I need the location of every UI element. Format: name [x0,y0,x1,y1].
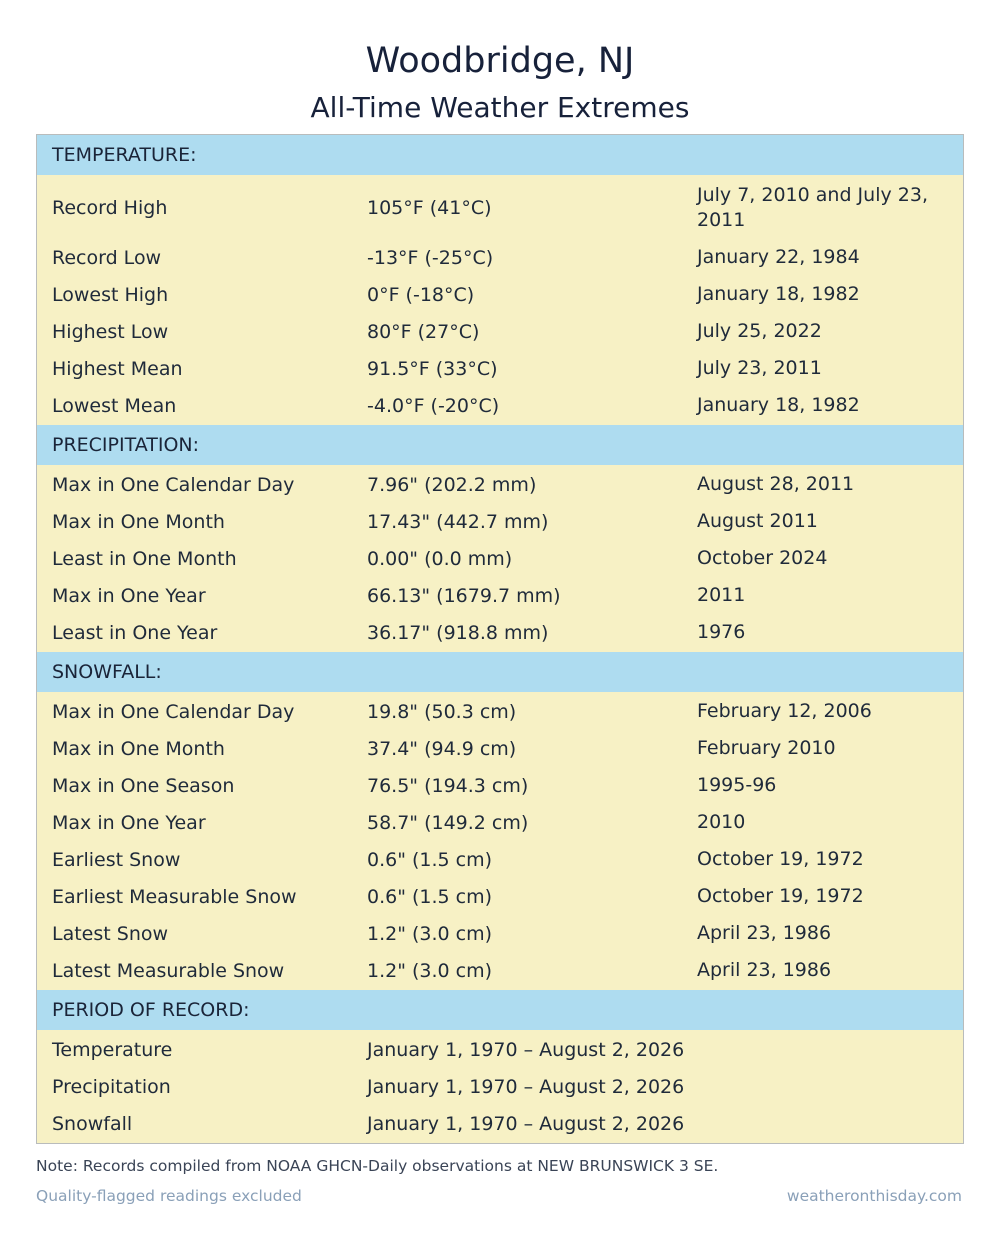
quality-note: Quality-flagged readings excluded [36,1187,302,1205]
record-date: July 23, 2011 [697,357,822,379]
page-subtitle: All-Time Weather Extremes [310,91,690,124]
record-label: Record Low [52,246,162,269]
record-value: 0°F (-18°C) [367,283,475,306]
table-row [37,1031,963,1068]
record-label: Least in One Month [52,547,237,570]
table-row [37,841,963,878]
record-value: 0.6" (1.5 cm) [367,848,493,871]
record-date: January 18, 1982 [697,394,860,416]
section-rows [37,175,963,425]
record-value: January 1, 1970 – August 2, 2026 [367,1075,685,1098]
table-row [37,767,963,804]
record-value: January 1, 1970 – August 2, 2026 [367,1112,685,1135]
record-value: 80°F (27°C) [367,320,480,343]
record-label: Max in One Calendar Day [52,700,295,723]
table-row [37,730,963,767]
record-value: 105°F (41°C) [367,196,492,219]
record-label: Earliest Snow [52,848,181,871]
record-date: October 19, 1972 [697,848,864,870]
table-row [37,350,963,387]
record-label: Lowest Mean [52,394,177,417]
site-credit: weatheronthisday.com [786,1187,962,1205]
page-title: Woodbridge, NJ [365,41,635,81]
record-label: Latest Measurable Snow [52,959,285,982]
table-row [37,693,963,730]
record-value: 36.17" (918.8 mm) [367,621,549,644]
record-value: -4.0°F (-20°C) [367,394,500,417]
record-label: Max in One Year [52,811,206,834]
record-date: January 18, 1982 [697,283,860,305]
record-date: April 23, 1986 [697,922,832,944]
record-date: 2010 [697,811,746,833]
record-label: Lowest High [52,283,169,306]
table-row [37,1105,963,1142]
section-header: SNOWFALL: [37,652,963,692]
table-row [37,540,963,577]
record-value: 37.4" (94.9 cm) [367,737,517,760]
record-value: 0.6" (1.5 cm) [367,885,493,908]
table-row [37,466,963,503]
table-row [37,387,963,424]
record-value: -13°F (-25°C) [367,246,494,269]
record-label: Max in One Month [52,510,225,533]
record-value: 1.2" (3.0 cm) [367,922,493,945]
record-date: October 2024 [697,547,828,569]
table-row [37,952,963,989]
table-row [37,878,963,915]
table-row [37,804,963,841]
record-date: August 28, 2011 [697,473,855,495]
record-value: 76.5" (194.3 cm) [367,774,529,797]
record-label: Max in One Year [52,584,206,607]
section-rows [37,692,963,990]
record-value: 58.7" (149.2 cm) [367,811,529,834]
table-row [37,276,963,313]
record-date: August 2011 [697,510,818,532]
record-label: Max in One Calendar Day [52,473,295,496]
record-label: Least in One Year [52,621,218,644]
table-row [37,239,963,276]
record-date: 1976 [697,621,746,643]
record-date: January 22, 1984 [697,246,860,268]
record-label: Max in One Season [52,774,235,797]
table-row [37,577,963,614]
table-row [37,503,963,540]
record-label: Precipitation [52,1075,171,1098]
extremes-table [36,134,964,1144]
record-value: January 1, 1970 – August 2, 2026 [367,1038,685,1061]
source-note: Note: Records compiled from NOAA GHCN-Daily observations at NEW BRUNSWICK 3 SE. [36,1157,719,1175]
section-header: PERIOD OF RECORD: [37,990,963,1030]
record-label: Record High [52,196,168,219]
record-value: 0.00" (0.0 mm) [367,547,513,570]
record-value: 66.13" (1679.7 mm) [367,584,561,607]
record-date: February 12, 2006 [697,700,872,722]
record-date: April 23, 1986 [697,959,832,981]
record-label: Earliest Measurable Snow [52,885,297,908]
table-row [37,313,963,350]
record-label: Highest Mean [52,357,183,380]
section-header: TEMPERATURE: [37,135,963,175]
section-rows [37,1030,963,1143]
section-header: PRECIPITATION: [37,425,963,465]
record-value: 17.43" (442.7 mm) [367,510,549,533]
record-value: 19.8" (50.3 cm) [367,700,517,723]
record-value: 7.96" (202.2 mm) [367,473,537,496]
record-date: February 2010 [697,737,836,759]
record-label: Temperature [52,1038,173,1061]
table-row [37,915,963,952]
section-rows [37,465,963,652]
table-row [37,614,963,651]
table-row [37,1068,963,1105]
record-label: Highest Low [52,320,169,343]
record-date: July 25, 2022 [697,320,822,342]
record-value: 91.5°F (33°C) [367,357,498,380]
record-label: Max in One Month [52,737,225,760]
record-date: October 19, 1972 [697,885,864,907]
record-date: July 7, 2010 and July 23, 2011 [697,183,928,231]
record-date: 1995-96 [697,774,777,796]
record-date: 2011 [697,584,746,606]
record-value: 1.2" (3.0 cm) [367,959,493,982]
record-label: Snowfall [52,1112,133,1135]
record-label: Latest Snow [52,922,169,945]
table-row [37,176,963,239]
